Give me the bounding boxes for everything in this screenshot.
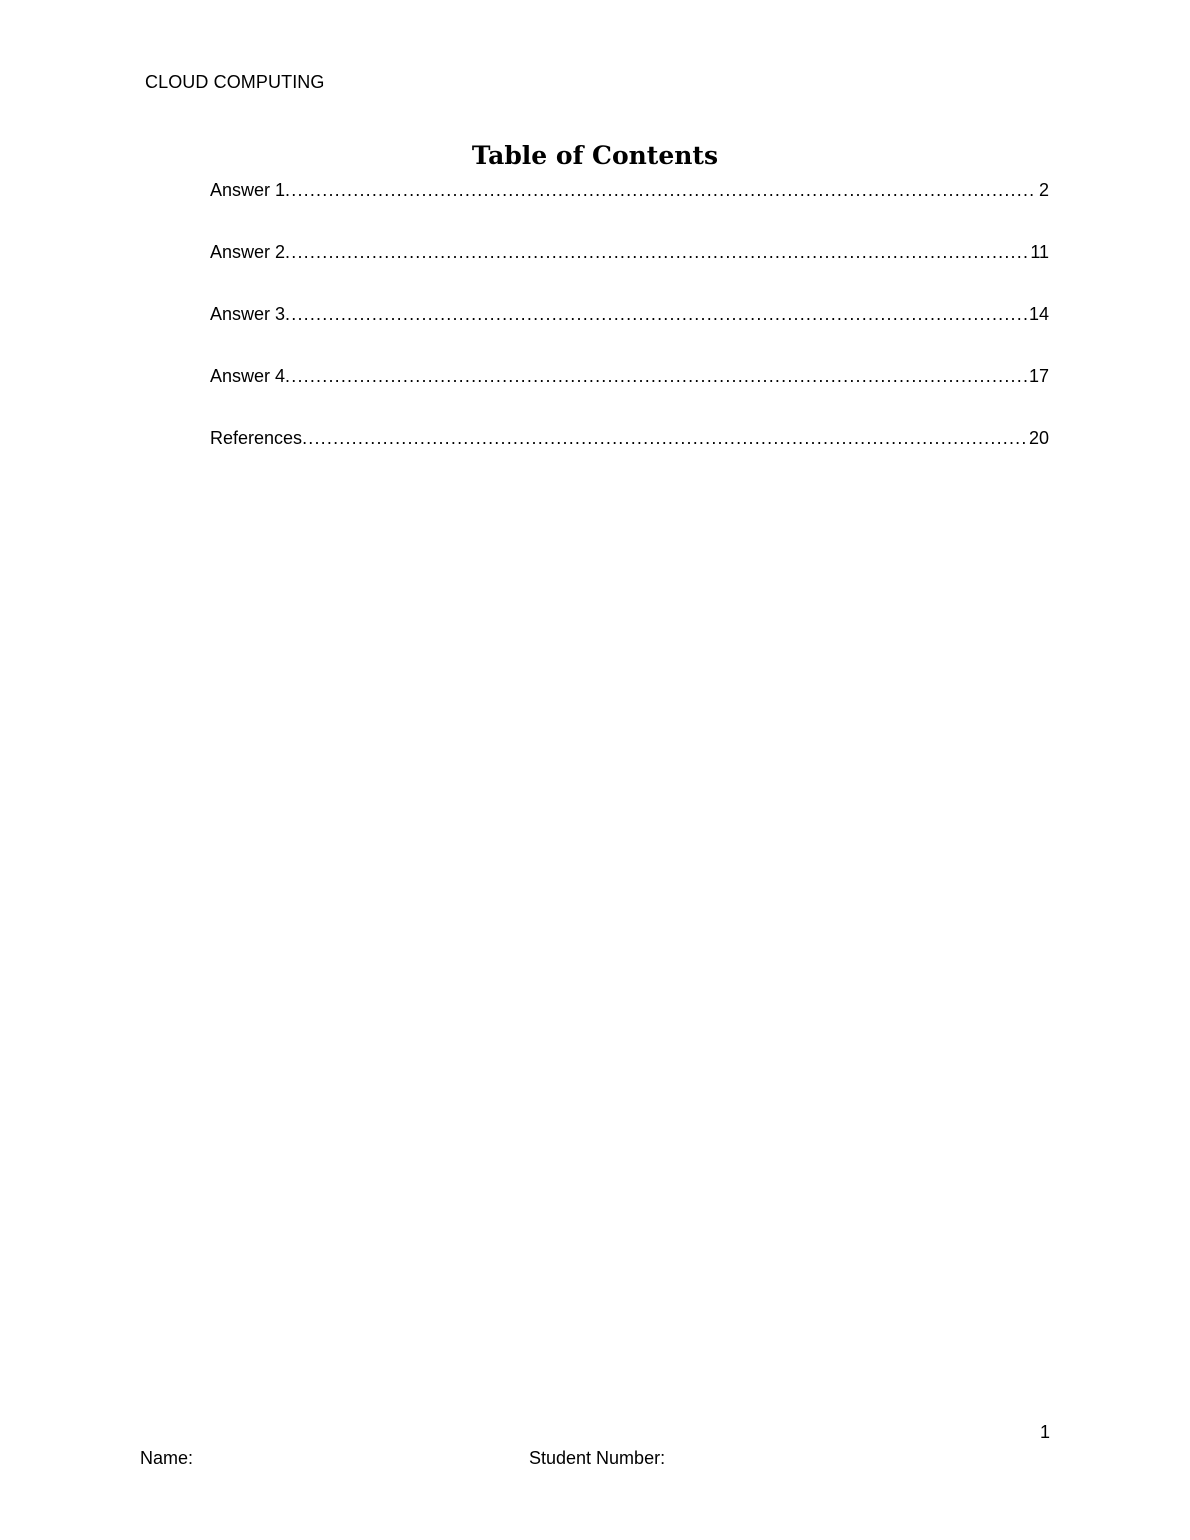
page-number: 1 [1039, 1422, 1050, 1442]
toc-dot-leader [302, 426, 1027, 450]
toc-entry-references[interactable] [210, 426, 1049, 488]
toc-entry-label: Answer 4 [210, 366, 286, 386]
footer-student-number-label: Student Number: [529, 1448, 666, 1468]
toc-entry-answer-2[interactable] [210, 240, 1049, 302]
toc-entry-page: 11 [1030, 242, 1049, 262]
toc-entry-label: Answer 2 [210, 242, 286, 262]
toc-entry-label: Answer 3 [210, 304, 286, 324]
toc-entry-page: 2 [1038, 180, 1049, 200]
toc-dot-leader [285, 302, 1027, 326]
toc-dot-leader [285, 240, 1028, 264]
toc-entry-answer-1[interactable] [210, 178, 1049, 240]
toc-entry-page: 17 [1028, 366, 1049, 386]
toc-entry-answer-4[interactable] [210, 364, 1049, 426]
toc-dot-leader [285, 178, 1037, 202]
toc-title: Table of Contents [471, 141, 719, 170]
toc-entry-page: 14 [1028, 304, 1049, 324]
toc-dot-leader [285, 364, 1027, 388]
toc-entry-label: Answer 1 [210, 180, 286, 200]
running-head: CLOUD COMPUTING [145, 72, 325, 92]
toc-entry-page: 20 [1028, 428, 1049, 448]
toc-entry-label: References [210, 428, 303, 448]
toc-entry-answer-3[interactable] [210, 302, 1049, 364]
table-of-contents [210, 178, 1049, 488]
footer-name-label: Name: [140, 1448, 194, 1468]
